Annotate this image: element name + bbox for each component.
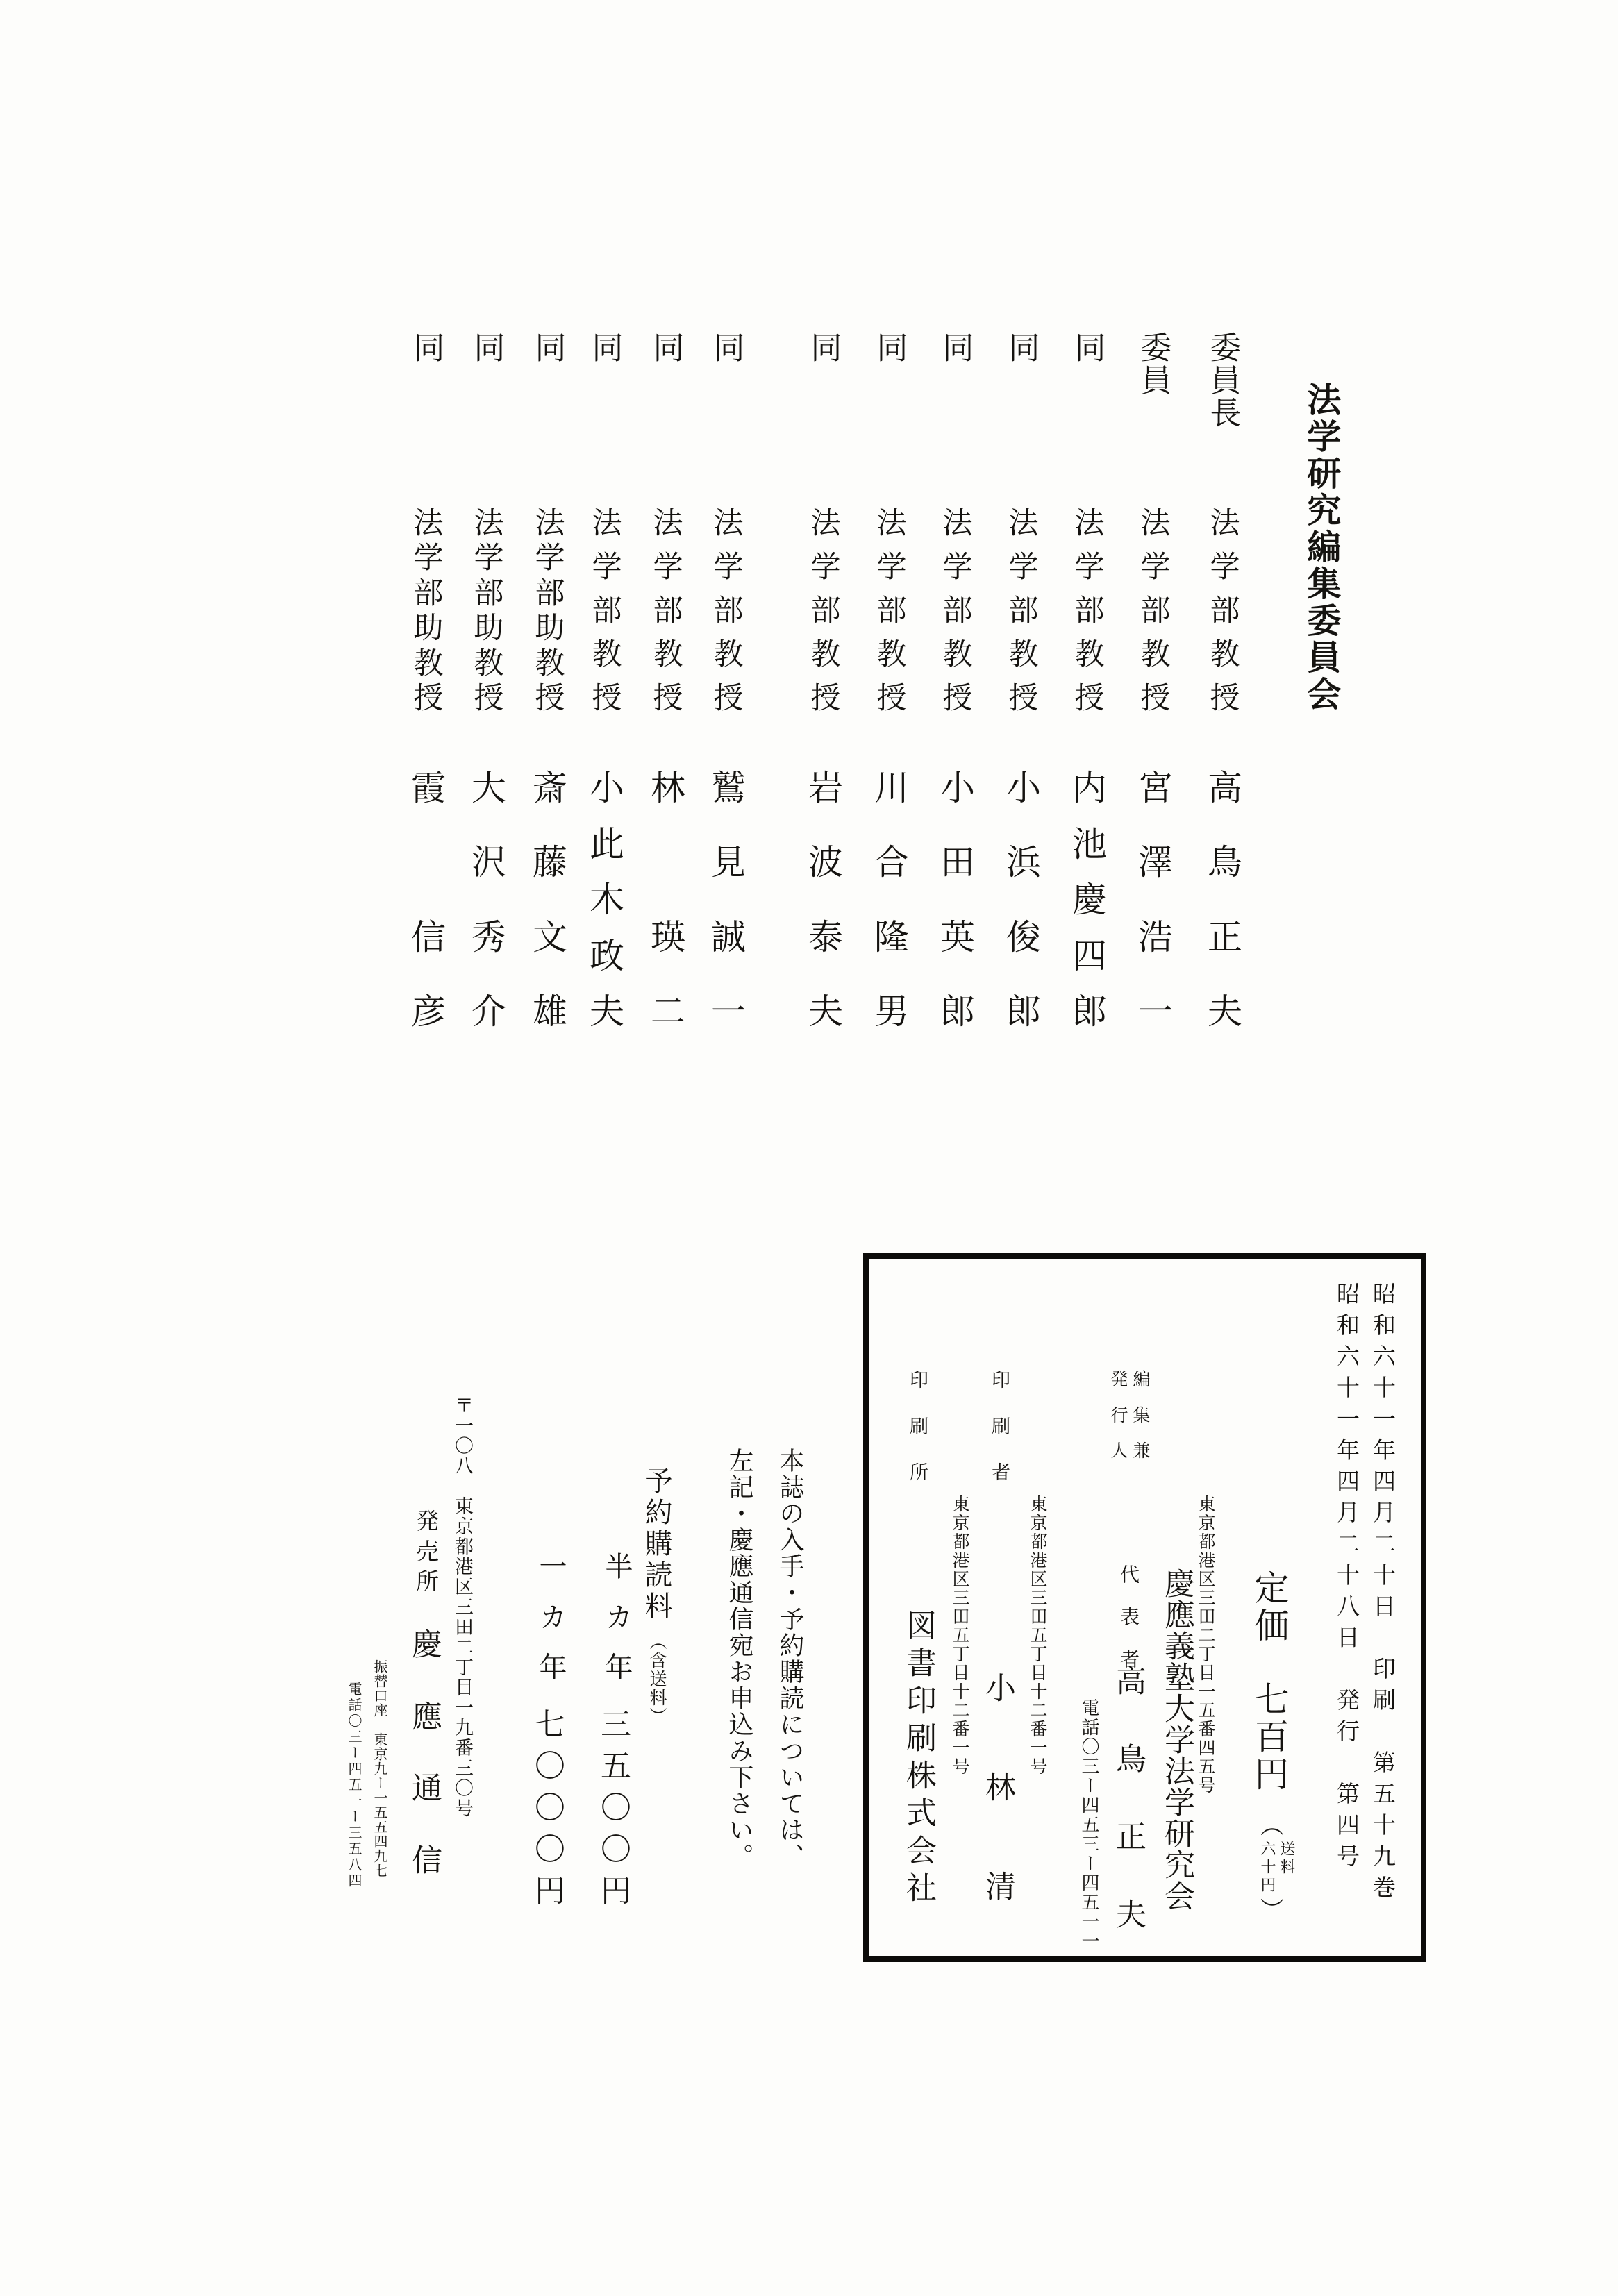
- member-name: 内 池 慶 四 郎: [1067, 769, 1106, 1028]
- price-postage-note: [1257, 1841, 1297, 1895]
- member-role: 同: [708, 331, 744, 364]
- member-role: 同: [530, 331, 565, 364]
- printer-label: 印 刷 者: [989, 1370, 1010, 1481]
- half-year-label: 半 カ 年: [601, 1552, 633, 1680]
- member-name: 小 浜 俊 郎: [1001, 769, 1040, 1028]
- printer-name: 小 林 清: [981, 1672, 1015, 1901]
- member-affiliation: 法 学 部 教 授: [709, 507, 742, 712]
- seller-name: 慶 應 通 信: [407, 1628, 441, 1875]
- price-note-open-paren: ︵: [1256, 1813, 1283, 1836]
- member-affiliation: 法 学 部 助 教 授: [409, 507, 442, 712]
- printer-address: 東京都港区三田五丁目十二番一号: [1028, 1495, 1046, 1776]
- committee-member-column: [803, 316, 843, 1038]
- member-name: 小 此 木 政 夫: [585, 769, 624, 1028]
- committee-member-column: [1067, 316, 1107, 1038]
- page-title: 法学研究編集委員会: [1302, 382, 1341, 713]
- member-role: 同: [937, 331, 973, 364]
- committee-member-column: [1202, 316, 1242, 1038]
- subscription-fee-note: ︵含送料︶: [647, 1632, 666, 1726]
- member-affiliation: 法 学 部 教 授: [1206, 507, 1239, 712]
- member-name: 大 沢 秀 介: [467, 769, 506, 1028]
- member-name: 鷲 見 誠 一: [706, 769, 745, 1028]
- member-affiliation: 法 学 部 教 授: [938, 507, 971, 712]
- member-role: 同: [871, 331, 907, 364]
- member-role: 同: [648, 331, 683, 364]
- committee-member-column: [869, 316, 909, 1038]
- member-name: 岩 波 泰 夫: [803, 769, 842, 1028]
- member-name: 高 鳥 正 夫: [1203, 769, 1242, 1028]
- representative-label: 代 表 者: [1117, 1564, 1139, 1668]
- price-label: 定価: [1249, 1570, 1289, 1645]
- published-date-line: 昭和六十一年四月二十八日 発行 第四号: [1333, 1282, 1358, 1875]
- one-year-price: 七〇〇〇円: [530, 1708, 564, 1916]
- member-affiliation: 法 学 部 助 教 授: [531, 507, 564, 712]
- member-role: 同: [408, 331, 444, 364]
- committee-member-column: [645, 316, 685, 1038]
- member-affiliation: 法 学 部 教 授: [1136, 507, 1169, 712]
- one-year-label: 一 カ 年: [535, 1552, 567, 1680]
- half-year-price: 三五〇〇円: [596, 1708, 630, 1916]
- transfer-account: 振替口座 東京九ー一五五四九七: [372, 1659, 387, 1878]
- member-name: 川 合 隆 男: [869, 769, 908, 1028]
- member-name: 斎 藤 文 雄: [528, 769, 567, 1028]
- postage-note-label: 送料: [1278, 1841, 1296, 1877]
- committee-member-column: [1133, 316, 1173, 1038]
- committee-member-column: [527, 316, 567, 1038]
- member-role: 委員長: [1205, 331, 1240, 429]
- member-name: 宮 澤 浩 一: [1133, 769, 1172, 1028]
- representative-name: 高 鳥 正 夫: [1111, 1665, 1145, 1929]
- publisher-phone: 電話〇三ー四五三ー四五一一: [1079, 1698, 1099, 1951]
- subscription-fee-label: 予約購読料: [641, 1466, 672, 1623]
- member-affiliation: 法 学 部 助 教 授: [469, 507, 503, 712]
- seller-phone: 電話〇三ー四五一ー三五八四: [346, 1682, 361, 1889]
- member-affiliation: 法 学 部 教 授: [587, 507, 621, 712]
- member-role: 同: [469, 331, 504, 364]
- price-column: [1249, 1570, 1297, 1921]
- publisher-name: 慶應義塾大学法学研究会: [1160, 1568, 1194, 1911]
- printing-company-address: 東京都港区三田五丁目十二番一号: [950, 1495, 969, 1776]
- member-role: 同: [806, 331, 841, 364]
- subscription-fee-column: [642, 1466, 670, 1726]
- committee-member-column: [1001, 316, 1041, 1038]
- publisher-address: 東京都港区三田二丁目一五番四五号: [1196, 1495, 1215, 1795]
- committee-member-column: [935, 316, 975, 1038]
- price-note-close-paren: ︶: [1256, 1897, 1283, 1921]
- member-role: 同: [587, 331, 622, 364]
- member-role: 同: [1069, 331, 1105, 364]
- member-role: 同: [1003, 331, 1039, 364]
- member-role: 委員: [1135, 331, 1171, 396]
- member-affiliation: 法 学 部 教 授: [1004, 507, 1037, 712]
- editor-publisher-label-left: 発 行 人: [1108, 1370, 1127, 1459]
- committee-member-column: [406, 316, 446, 1038]
- ordering-notice-line-1: 本誌の入手・予約購読については、: [776, 1448, 804, 1870]
- member-affiliation: 法 学 部 教 授: [1070, 507, 1103, 712]
- member-affiliation: 法 学 部 教 授: [872, 507, 906, 712]
- committee-member-column: [584, 316, 624, 1038]
- member-affiliation: 法 学 部 教 授: [649, 507, 682, 712]
- colophon-box: [863, 1253, 1426, 1962]
- member-name: 霞 信 彦: [406, 769, 445, 1028]
- ordering-notice-line-2: 左記・慶應通信宛お申込み下さい。: [726, 1448, 753, 1870]
- price-amount: 七百円: [1249, 1681, 1289, 1793]
- member-name: 小 田 英 郎: [935, 769, 974, 1028]
- seller-postal-address: 〒一〇八 東京都港区三田二丁目一九番三〇号: [452, 1396, 473, 1818]
- committee-member-column: [706, 316, 746, 1038]
- member-name: 林 瑛 二: [646, 769, 685, 1028]
- postage-note-amount: 六十円: [1259, 1841, 1276, 1895]
- printing-company-name: 図書印刷株式会社: [901, 1609, 935, 1909]
- committee-member-column: [466, 316, 506, 1038]
- printing-office-label: 印 刷 所: [907, 1370, 928, 1481]
- seller-label: 発 売 所: [412, 1509, 437, 1592]
- editor-publisher-label-right: 編 集 兼: [1131, 1370, 1149, 1459]
- member-affiliation: 法 学 部 教 授: [806, 507, 840, 712]
- printed-date-line: 昭和六十一年四月二十日 印刷 第五十九巻: [1369, 1282, 1394, 1907]
